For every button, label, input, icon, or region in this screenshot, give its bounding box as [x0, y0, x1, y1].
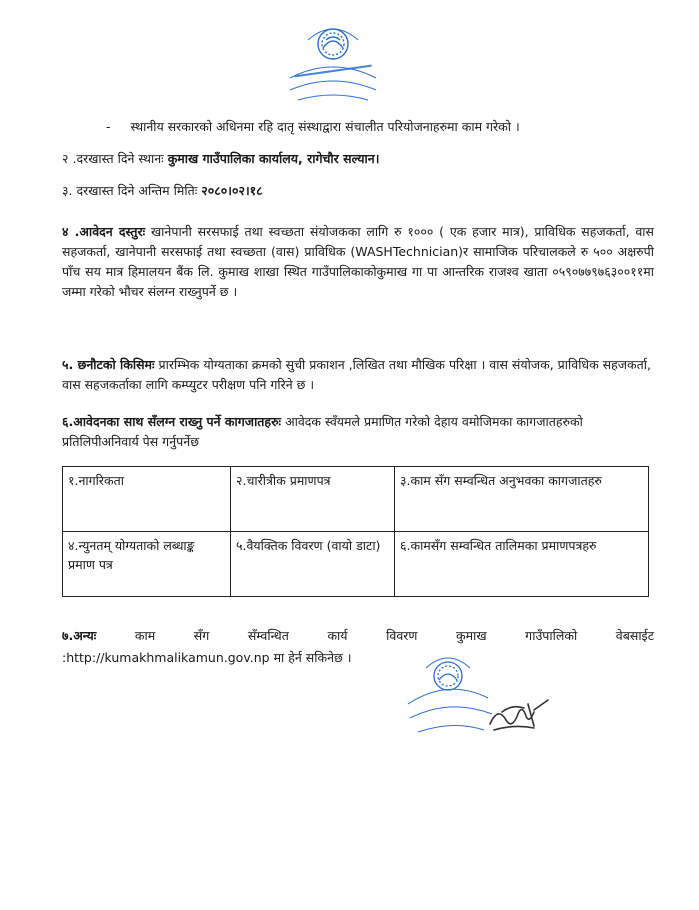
selection-method: [62, 355, 654, 395]
application-place-label: २ .दरखास्त दिने स्थानः: [62, 151, 164, 166]
required-documents: [62, 412, 622, 452]
table-cell: २.चारीत्रीक प्रमाणपत्र: [231, 467, 395, 532]
application-fee: [62, 222, 654, 302]
selection-method-label: ५. छनौटको किसिमः: [62, 357, 155, 372]
signature: [484, 690, 554, 744]
bullet-text: स्थानीय सरकारको अधिनमा रहि दातृ संस्थाद्वारा संचालीत परियोजनाहरुमा काम गरेको ।: [130, 119, 520, 134]
other-info-word: कार्य: [327, 628, 348, 643]
other-info-word: वेबसाईट: [615, 628, 654, 643]
other-info-line1: [62, 625, 654, 647]
other-info-word: कुमाख: [456, 628, 487, 643]
office-seal-top: [268, 20, 398, 110]
experience-bullet: [106, 118, 666, 136]
application-fee-text: खानेपानी सरसफाई तथा स्वच्छता संयोजकका लागि रु १००० ( एक हजार मात्र), प्राविधिक सहजकर्ता, वास सहजकर्ता, खानेपानी सरसफाई तथा स्वच्छता (वास) प्राविधिक (WASHTechnician)र सामाजिक परिचालकले रु ५०० अक्षरुपी पाँच सय मात्र हिमालयन बैंक लि. कुमाख शाखा स्थित गाउँपालिकाकोकुमाख गा पा आन्तरिक राजश्व खाता ०५९०७७९७६३००११मा जम्मा गरेको भौचर संलग्न राख्नुपर्ने छ ।: [62, 224, 654, 299]
other-info-word: सँग: [193, 628, 210, 643]
other-info-tail: मा हेर्न सकिनेछ ।: [273, 649, 352, 665]
table-row: [63, 467, 649, 532]
table-cell: ४.न्युनतम् योग्यताको लब्धाङ्क प्रमाण पत्र: [63, 532, 231, 597]
bullet-marker: -: [106, 119, 111, 134]
application-place: [62, 150, 662, 168]
table-row: [63, 532, 649, 597]
other-info: [62, 625, 654, 669]
documents-table: [62, 466, 649, 597]
required-documents-label: ६.आवेदनका साथ सँलग्न राख्नु पर्ने कागजातहरुः: [62, 414, 282, 429]
other-info-word: सँम्वन्धित: [247, 628, 289, 643]
application-deadline-label: ३. दरखास्त दिने अन्तिम मितिः: [62, 183, 198, 198]
other-info-word: विवरण: [386, 628, 418, 643]
selection-method-text: प्रारम्भिक योग्यताका क्रमको सुची प्रकाशन ,लिखित तथा मौखिक परिक्षा । वास संयोजक, प्राविधिक सहजकर्ता, वास सहजकर्ताका लागि कम्प्युटर परीक्षण पनि गरिने छ ।: [62, 357, 651, 392]
application-deadline: [62, 182, 662, 200]
application-place-value: कुमाख गाउँपालिका कार्यालय, रागेचौर सल्यान।: [167, 151, 380, 166]
other-info-label: ७.अन्यः: [62, 628, 97, 643]
application-deadline-value: २०८०।०२।१८: [201, 183, 263, 198]
application-fee-label: ४ .आवेदन दस्तुरः: [62, 224, 146, 239]
table-cell: १.नागरिकता: [63, 467, 231, 532]
required-documents-text: आवेदक स्वँयमले प्रमाणित गरेको देहाय वमोजिमका कागजातहरुको प्रतिलिपीअनिवार्य पेस गर्नुपर्नेछ: [62, 414, 583, 449]
other-info-word: गाउँपालिको: [525, 628, 578, 643]
table-cell: ३.काम सँग सम्वन्धित अनुभवका कागजातहरु: [395, 467, 649, 532]
table-cell: ५.वैयक्तिक विवरण (वायो डाटा): [231, 532, 395, 597]
other-info-line2: [62, 647, 654, 669]
website-link[interactable]: :http://kumakhmalikamun.gov.np: [62, 649, 270, 665]
other-info-word: काम: [134, 628, 156, 643]
table-cell: ६.कामसँग सम्वन्धित तालिमका प्रमाणपत्रहरु: [395, 532, 649, 597]
